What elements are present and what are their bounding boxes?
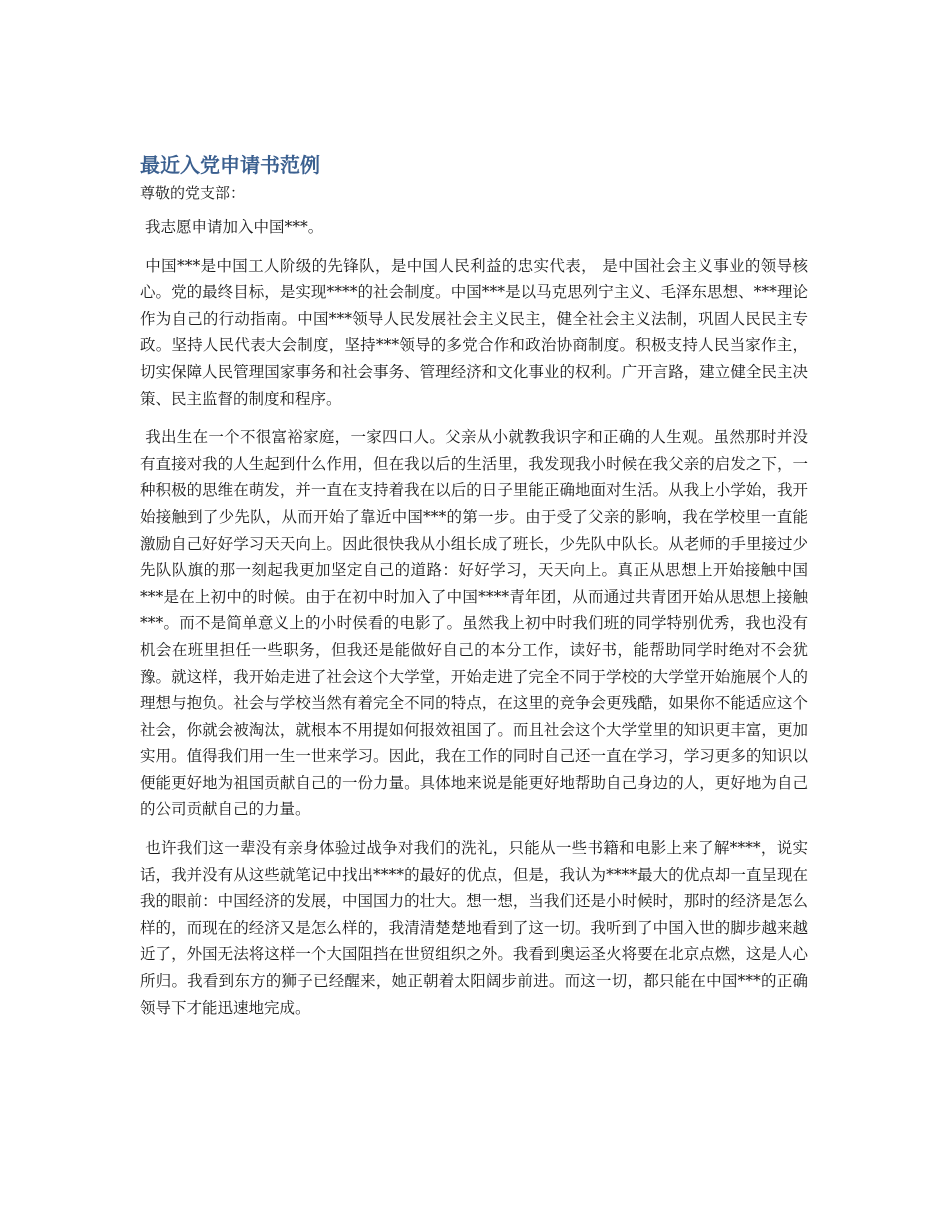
paragraph-3: 我出生在一个不很富裕家庭，一家四口人。父亲从小就教我识字和正确的人生观。虽然那时并没有直接对我的人生起到什么作用，但在我以后的生活里，我发现我小时候在我父亲的启发之下，一种积极的思维在萌发，并一直在支持着我在以后的日子里能正确地面对生活。从我上小学始，我开始接触到了少先队，从而开始了靠近中国***的第一步。由于受了父亲的影响，我在学校里一直能激励自己好好学习天天向上。因此很快我从小组长成了班长，少先队中队长。从老师的手里接过少先队队旗的那一刻起我更加坚定自己的道路：好好学习，天天向上。真正从思想上开始接触中国***是在上初中的时候。由于在初中时加入了中国****青年团，从而通过共青团开始从思想上接触***。而不是简单意义上的小时侯看的电影了。虽然我上初中时我们班的同学特别优秀，我也没有机会在班里担任一些职务，但我还是能做好自己的本分工作，读好书，能帮助同学时绝对不会犹豫。就这样，我开始走进了社会这个大学堂，开始走进了完全不同于学校的大学堂开始施展个人的理想与抱负。社会与学校当然有着完全不同的特点，在这里的竞争会更残酷，如果你不能适应这个社会，你就会被淘汰，就根本不用提如何报效祖国了。而且社会这个大学堂里的知识更丰富，更加实用。值得我们用一生一世来学习。因此，我在工作的同时自己还一直在学习，学习更多的知识以便能更好地为祖国贡献自己的一份力量。具体地来说是能更好地帮助自己身边的人，更好地为自己的公司贡献自己的力量。: [140, 428, 808, 819]
document-title: 最近入党申请书范例: [140, 153, 320, 177]
paragraph-1: 我志愿申请加入中国***。: [140, 218, 324, 236]
salutation: 尊敬的党支部：: [140, 184, 246, 202]
paragraph-4: 也许我们这一辈没有亲身体验过战争对我们的洗礼，只能从一些书籍和电影上来了解****，说实话，我并没有从这些就笔记中找出****的最好的优点，但是，我认为****最大的优点却一直呈现在我的眼前：中国经济的发展，中国国力的壮大。想一想，当我们还是小时候时，那时的经济是怎么样的，而现在的经济又是怎么样的，我清清楚楚地看到了这一切。我听到了中国入世的脚步越来越近了，外国无法将这样一个大国阻挡在世贸组织之外。我看到奥运圣火将要在北京点燃，这是人心所归。我看到东方的狮子已经醒来，她正朝着太阳阔步前进。而这一切，都只能在中国***的正确领导下才能迅速地完成。: [140, 839, 808, 1017]
paragraph-2: 中国***是中国工人阶级的先锋队，是中国人民利益的忠实代表， 是中国社会主义事业的领导核心。党的最终目标，是实现****的社会制度。中国***是以马克思列宁主义、毛泽东思想、***理论作为自己的行动指南。中国***领导人民发展社会主义民主，健全社会主义法制，巩固人民民主专政。坚持人民代表大会制度，坚持***领导的多党合作和政治协商制度。积极支持人民当家作主，切实保障人民管理国家事务和社会事务、管理经济和文化事业的权利。广开言路，建立健全民主决策、民主监督的制度和程序。: [140, 256, 808, 408]
document-page: [140, 150, 808, 1033]
